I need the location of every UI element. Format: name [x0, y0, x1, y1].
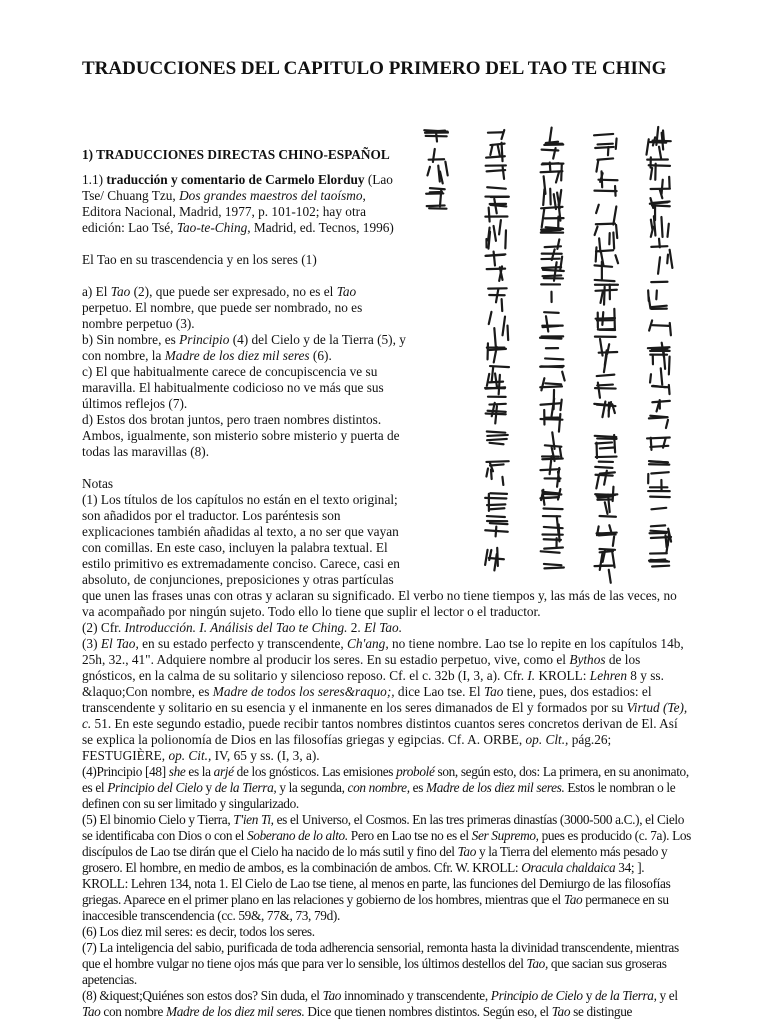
text-run: Tao [82, 1004, 100, 1019]
text-run: Principio [179, 332, 229, 347]
note-item [82, 764, 692, 812]
glyph [595, 375, 616, 398]
text-run: con nombre [100, 1004, 166, 1019]
text-run: (Lao Tse/ Chuang Tzu, [82, 172, 393, 203]
glyph [650, 189, 670, 220]
glyph [649, 400, 670, 428]
text-run: Bythos [569, 652, 605, 667]
glyph [595, 224, 618, 252]
text-run: Madre de todos los seres&raquo;, [213, 684, 395, 699]
text-run: 34; ]. KROLL: Lehren 134, nota 1. El Cielo de Lao tse tiene, al menos en parte, las funciones del Demiurgo de las filosofías griegas. Aparece en el primer plano en las relaciones y gobierno de los hombres, mientras que el [82, 860, 670, 907]
glyph [649, 553, 669, 566]
text-run: Madre de los diez mil seres. [166, 1004, 304, 1019]
text-run: Tao-te-Ching [177, 220, 247, 235]
text-run: en su estado perfecto y transcendente, [139, 636, 347, 651]
text-run: Dos grandes maestros del taoísmo [179, 188, 362, 203]
glyph [540, 456, 562, 487]
text-run: a) El [82, 284, 111, 299]
text-run: son, según esto, dos: La primera, en su anonimato, es el [82, 764, 689, 795]
glyph [487, 343, 506, 362]
text-run: Principio del Cielo [107, 780, 202, 795]
glyph [596, 309, 615, 330]
text-run: Ser Supremo, [472, 828, 539, 843]
text-run: Tao [323, 988, 341, 1003]
text-run: Pero en Lao tse no es el [348, 828, 472, 843]
text-run: permanece en su inaccesible transcendencia (cc. 59&, 77&, 73, 79d). [82, 892, 669, 923]
text-run: (1) Los títulos de los capítulos no están en el texto original; son añadidos por el traductor. Los paréntesis son explicaciones también añadidas al texto, a no ser que vayan con comillas. En este caso, incluyen la palabra textual. El estilo primitivo es extremadamente conciso. Carece, casi en absoluto, de conjunciones, preposiciones y otras partículas que unen las frases unas con otras y aclaran su significado. El verbo no tiene tiempos y, las más de las veces, no va acompañado por ningún sujeto. Todo ello lo tiene que suplir el lector o el traductor. [82, 492, 677, 619]
glyph [486, 252, 506, 281]
text-run: pues es producido (c. 7a). Los discípulos de Lao tse dirán que el Cielo ha nacido de lo más sutil y fino del [82, 828, 691, 859]
note-item [82, 940, 692, 988]
glyph [648, 487, 670, 509]
glyph [646, 127, 670, 159]
glyph [595, 337, 617, 373]
text-run: , Madrid, ed. Tecnos, 1996) [247, 220, 394, 235]
glyph [486, 397, 506, 424]
text-run: 2. [347, 620, 364, 635]
text-run: Madre de los diez mil seres. [426, 780, 564, 795]
notes-heading: Notas [82, 476, 692, 492]
text-run: T'ien Ti, [233, 812, 273, 827]
glyph [540, 489, 562, 509]
text-run: se distingue [570, 1004, 632, 1019]
text-run: Oracula chaldaica [521, 860, 615, 875]
glyph [595, 457, 616, 489]
text-run: perpetuo. El nombre, que puede ser nombrado, no es nombre perpetuo (3). [82, 300, 362, 331]
glyph [488, 288, 506, 311]
text-run: de los gnósticos, en la calma de su solitario y silencioso reposo. Cf. el c. 32b (I, 3, a). Cfr. [82, 652, 640, 683]
text-run: d) Estos dos brotan juntos, pero traen nombres distintos. Ambos, igualmente, son misterio sobre misterio y puerta de todas las maravillas (8). [82, 412, 400, 459]
glyph [648, 282, 667, 309]
text-run: (6) Los diez mil seres: es decir, todos los seres. [82, 924, 315, 939]
section-heading: 1) TRADUCCIONES DIRECTAS CHINO-ESPAÑOL [82, 147, 390, 163]
glyph [651, 246, 672, 274]
text-run: El Tao. [364, 620, 402, 635]
glyph [427, 159, 447, 183]
text-run: (5) El binomio Cielo y Tierra, [82, 812, 233, 827]
glyph [489, 312, 508, 347]
document-body [82, 172, 692, 1020]
text-run: 51. En este segundo estadio, puede recibir tantos nombres distintos cuantos seres concretos derivan de El. Así se explica la polionomía de Dios en las filosofías griegas y egipcias. Cf. A. ORBE, [82, 716, 678, 747]
glyph [595, 487, 617, 514]
glyph [597, 516, 617, 546]
text-run: con nombre, [348, 780, 410, 795]
text-run: dice Lao tse. El [395, 684, 484, 699]
text-run: y [203, 780, 215, 795]
page-title: TRADUCCIONES DEL CAPITULO PRIMERO DEL TAO TE CHING [82, 58, 666, 80]
glyph [540, 336, 563, 359]
text-run: op. Cit., [168, 748, 211, 763]
glyph [651, 216, 669, 247]
text-run: pág.26; FESTUGIÈRE, [82, 732, 611, 763]
glyph [485, 548, 504, 571]
text-run: que sacian sus groseras apetencias. [82, 956, 667, 987]
text-run: El Tao, [101, 636, 139, 651]
glyph [595, 435, 617, 458]
glyph [647, 438, 670, 450]
text-run: (4)Principio [48] [82, 764, 169, 779]
text-run: Tao [111, 284, 130, 299]
text-run: Lehren [590, 668, 627, 683]
note-item [82, 988, 692, 1020]
text-run: (6). [310, 348, 332, 363]
text-run: traducción y comentario de Carmelo Elorduy [106, 172, 364, 187]
text-run: 8 y ss. &laquo;Con nombre, es [82, 668, 664, 699]
text-run: Tao [337, 284, 356, 299]
text-run: c) El que habitualmente carece de concupiscencia ve su maravilla. El habitualmente codicioso no ve más que sus últimos reflejos (7). [82, 364, 384, 411]
glyph [541, 275, 563, 302]
text-run: Principio de Cielo [491, 988, 583, 1003]
glyph [650, 368, 669, 394]
glyph [596, 158, 617, 187]
text-run: y la segunda, [276, 780, 347, 795]
text-run: y [583, 988, 595, 1003]
text-run: Tao [458, 844, 476, 859]
glyph [594, 134, 617, 155]
glyph [424, 130, 448, 162]
text-run: y el [657, 988, 678, 1003]
glyph [426, 188, 446, 209]
note-item [82, 924, 692, 940]
glyph [649, 306, 671, 336]
text-run: b) Sin nombre, es [82, 332, 179, 347]
text-run: Tao [484, 684, 503, 699]
note-item [82, 812, 692, 924]
text-run: she [169, 764, 186, 779]
text-run: Tao [564, 892, 582, 907]
glyph [485, 493, 507, 511]
text-run: arjé [214, 764, 234, 779]
glyph [594, 549, 615, 583]
glyph [594, 186, 616, 224]
glyph [542, 516, 562, 547]
text-run: Estos le nombran o le definen con su ser limitado y singularizado. [82, 780, 675, 811]
text-run: (4) del Cielo y de la Tierra (5), y con nombre, la [82, 332, 406, 363]
text-run: (8) &iquest;Quiénes son estos dos? Sin duda, el [82, 988, 323, 1003]
text-run: es el Universo, el Cosmos. En las tres primeras dinastías (3000-500 a.C.), el Cielo se identificaba con Dios o con el [82, 812, 684, 843]
text-run: Dice que tienen nombres distintos. Según eso, el [304, 1004, 551, 1019]
chapter-heading: El Tao en su trascendencia y en los seres (1) [82, 252, 692, 268]
text-run: KROLL: [535, 668, 590, 683]
glyph [486, 461, 508, 485]
text-run: Tao [552, 1004, 570, 1019]
text-run: 1.1) [82, 172, 106, 187]
glyph [541, 547, 564, 568]
text-run: Introducción. I. Análisis del Tao te Ching. [124, 620, 347, 635]
text-run: (2), que puede ser expresado, no es el [130, 284, 336, 299]
glyph [487, 431, 508, 444]
glyph [595, 280, 618, 305]
text-run: es la [185, 764, 213, 779]
glyph [595, 247, 619, 280]
text-run: , Editora Nacional, Madrid, 1977, p. 101-102; hay otra edición: Lao Tsé, [82, 188, 366, 235]
text-run: (3) [82, 636, 101, 651]
text-run: op. Clt., [526, 732, 569, 747]
glyph [648, 461, 669, 490]
text-run: I. [527, 668, 535, 683]
text-run: (2) Cfr. [82, 620, 124, 635]
text-run: y la Tierra del elemento más pesado y grosero. El hombre, en medio de ambos, es la combinación de ambos. Cfr. W. KROLL: [82, 844, 667, 875]
text-run: Madre de los diez mil seres [165, 348, 310, 363]
glyph [542, 128, 564, 159]
glyph [542, 312, 562, 331]
chinese-text-scan-image [414, 122, 692, 584]
text-run: no tiene nombre. Lao tse lo repite en los capítulos 14b, 25h, 32., 41". Adquiere nombre al producir los seres. En su estadio perpetuo, vive, como el [82, 636, 684, 667]
text-run: de la Tierra, [215, 780, 277, 795]
text-run: innominado y transcendente, [341, 988, 491, 1003]
note-item [82, 636, 692, 764]
text-run: Ch'ang, [347, 636, 389, 651]
text-run: de los gnósticos. Las emisiones [234, 764, 396, 779]
glyph [650, 525, 672, 552]
text-run: tiene, pues, dos estadios: el transcendente y solitario en su esencia y el inmanente en los seres dimanados de El y formados por su [82, 684, 652, 715]
glyph [485, 366, 509, 394]
text-run: Virtud (Te), c. [82, 700, 687, 731]
note-item [82, 620, 692, 636]
text-run: Tao, [527, 956, 548, 971]
text-run: probolé [396, 764, 434, 779]
text-run: es [410, 780, 426, 795]
glyph [594, 402, 615, 418]
text-run: de la Tierra, [595, 988, 657, 1003]
text-run: IV, 65 y ss. (I, 3, a). [211, 748, 319, 763]
glyph [648, 343, 670, 375]
text-run: (7) La inteligencia del sabio, purificada de toda adherencia sensorial, remonta hasta la divinidad transcendente, mientras que el hombre vulgar no tiene ojos más que para ver lo sensible, los últimos destellos del [82, 940, 679, 971]
glyph [541, 399, 563, 432]
text-run: Soberano de lo alto. [247, 828, 348, 843]
glyph [485, 516, 507, 536]
